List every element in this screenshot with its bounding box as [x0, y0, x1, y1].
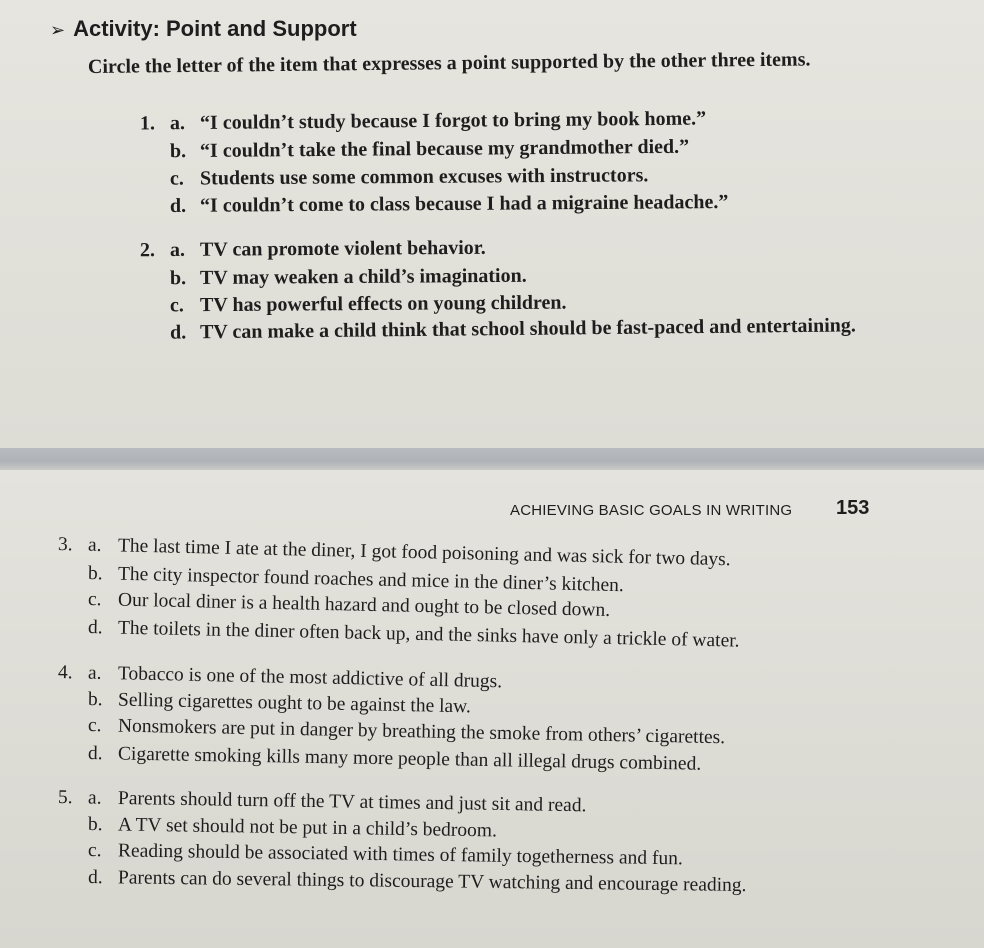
item-text: “I couldn’t take the final because my grandmother died.” [199, 135, 690, 163]
item-text: A TV set should not be put in a child’s bedroom. [117, 814, 498, 842]
item-letter: c. [87, 715, 102, 737]
item-text: “I couldn’t come to class because I had a migraine headache.” [199, 191, 729, 217]
activity-heading [50, 16, 357, 42]
item-text: Tobacco is one of the most addictive of all drugs. [117, 663, 503, 693]
item-letter: a. [87, 787, 102, 809]
item-letter: b. [169, 267, 187, 290]
item-letter: d. [87, 867, 103, 889]
item-text: “I couldn’t study because I forgot to bring my book home.” [199, 107, 707, 134]
item-text: The city inspector found roaches and mice in the diner’s kitchen. [117, 563, 625, 597]
q2-item-a [140, 237, 486, 262]
item-text: Parents can do several things to discourage TV watching and encourage reading. [117, 867, 747, 897]
q1-item-c [170, 164, 648, 190]
item-letter: c. [169, 294, 184, 317]
item-letter: b. [169, 140, 187, 163]
question-number: 1. [139, 112, 156, 135]
page-divider [0, 448, 984, 470]
item-text: Parents should turn off the TV at times and just sit and read. [117, 787, 587, 817]
item-text: TV may weaken a child’s imagination. [199, 264, 527, 290]
arrow-icon: ➢ [50, 20, 66, 40]
item-letter: c. [87, 840, 102, 862]
instruction-text: Circle the letter of the item that expresses a point supported by the other three items. [87, 48, 811, 78]
item-text: TV can make a child think that school should be fast-paced and entertaining. [199, 314, 856, 344]
running-head: ACHIEVING BASIC GOALS IN WRITING [510, 502, 793, 519]
q1-item-a [140, 108, 706, 136]
question-number: 2. [139, 239, 156, 262]
item-letter: a. [87, 662, 102, 684]
q2-item-c [170, 292, 567, 318]
question-number: 4. [57, 662, 73, 684]
item-text: Nonsmokers are put in danger by breathing the smoke from others’ cigarettes. [117, 715, 726, 749]
item-letter: c. [87, 589, 102, 611]
item-letter: d. [169, 194, 187, 217]
item-letter: d. [169, 321, 187, 344]
item-letter: a. [169, 238, 186, 261]
item-letter: d. [87, 743, 103, 765]
item-text: Our local diner is a health hazard and ought to be closed down. [117, 589, 611, 621]
q1-item-b [170, 136, 689, 164]
item-text: Selling cigarettes ought to be against the law. [117, 689, 472, 718]
item-text: Students use some common excuses with instructors. [199, 164, 649, 190]
item-text: TV can promote violent behavior. [199, 236, 486, 261]
item-letter: b. [87, 689, 103, 711]
item-text: TV has powerful effects on young children. [199, 291, 567, 317]
item-letter: a. [169, 112, 186, 135]
item-text: The last time I ate at the diner, I got food poisoning and was sick for two days. [117, 535, 731, 571]
item-letter: a. [87, 534, 102, 556]
item-text: Reading should be associated with times of family togetherness and fun. [117, 840, 683, 870]
item-letter: b. [87, 814, 103, 836]
q2-item-b [170, 265, 527, 290]
question-number: 5. [57, 787, 73, 809]
item-letter: c. [169, 167, 184, 190]
page-number: 153 [836, 497, 870, 519]
item-text: Cigarette smoking kills many more people than all illegal drugs combined. [117, 743, 702, 775]
item-letter: d. [87, 617, 103, 639]
q1-item-d [170, 191, 728, 218]
item-text: The toilets in the diner often back up, and the sinks have only a trickle of water. [117, 617, 740, 652]
question-number: 3. [57, 534, 73, 556]
activity-title: Activity: Point and Support [73, 16, 357, 41]
item-letter: b. [87, 563, 103, 585]
